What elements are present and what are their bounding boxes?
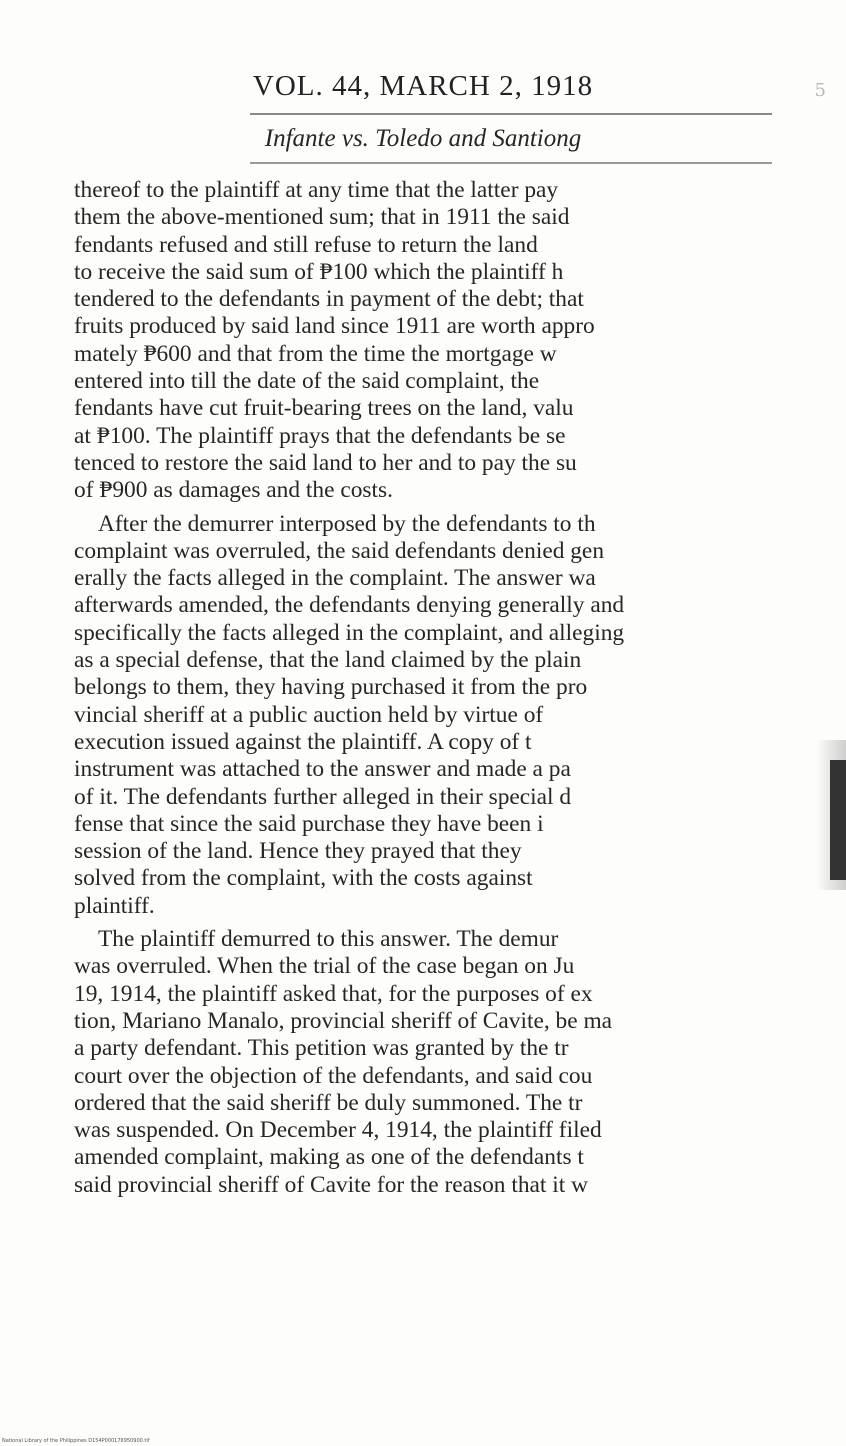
text-line: vincial sheriff at a public auction held by virtue of xyxy=(74,701,544,728)
scan-footer-note: National Library of the Philippines D154P000176950900.tif xyxy=(2,1438,150,1444)
text-line: as a special defense, that the land claimed by the plain xyxy=(74,647,582,674)
text-line: court over the objection of the defendants, and said cou xyxy=(74,1062,593,1089)
header-rule-bottom xyxy=(250,162,772,164)
text-line: After the demurrer interposed by the defendants to th xyxy=(98,510,596,537)
text-line: tion, Mariano Manalo, provincial sheriff of Cavite, be ma xyxy=(74,1007,613,1034)
text-line: specifically the facts alleged in the complaint, and alleging xyxy=(74,619,625,646)
text-line: solved from the complaint, with the costs against xyxy=(74,865,533,892)
text-line: of it. The defendants further alleged in their special d xyxy=(74,783,572,810)
text-line: said provincial sheriff of Cavite for the reason that it w xyxy=(74,1171,589,1198)
text-line: was suspended. On December 4, 1914, the plaintiff filed xyxy=(74,1117,602,1144)
text-line: tenced to restore the said land to her and to pay the su xyxy=(74,449,577,476)
text-line: The plaintiff demurred to this answer. The demur xyxy=(98,926,559,953)
page-number: 5 xyxy=(814,80,826,101)
volume-header: VOL. 44, MARCH 2, 1918 xyxy=(252,70,594,102)
text-line: amended complaint, making as one of the defendants t xyxy=(74,1144,584,1171)
text-line: plaintiff. xyxy=(74,892,155,919)
text-line: mately ₱600 and that from the time the mortgage w xyxy=(74,340,557,367)
paragraph-3 xyxy=(74,926,834,1199)
paragraph-2 xyxy=(74,511,834,920)
text-line: thereof to the plaintiff at any time that the latter pay xyxy=(74,177,559,203)
paragraph-1 xyxy=(74,177,834,505)
text-line: them the above-mentioned sum; that in 1911 the said xyxy=(74,204,570,231)
text-line: fendants have cut fruit-bearing trees on the land, valu xyxy=(74,395,574,422)
text-line: at ₱100. The plaintiff prays that the defendants be se xyxy=(74,422,566,449)
text-line: instrument was attached to the answer and made a pa xyxy=(74,756,571,783)
text-line: erally the facts alleged in the complaint. The answer wa xyxy=(74,565,596,592)
text-line: was overruled. When the trial of the case began on Ju xyxy=(74,953,575,980)
text-line: to receive the said sum of ₱100 which the plaintiff h xyxy=(74,258,564,285)
text-line: entered into till the date of the said complaint, the xyxy=(74,368,540,395)
text-line: a party defendant. This petition was granted by the tr xyxy=(74,1035,569,1062)
text-line: of ₱900 as damages and the costs. xyxy=(74,477,393,504)
text-line: complaint was overruled, the said defendants denied gen xyxy=(74,537,605,564)
text-line: belongs to them, they having purchased it from the pro xyxy=(74,674,588,701)
text-line: session of the land. Hence they prayed that they xyxy=(74,838,522,865)
text-line: fense that since the said purchase they have been i xyxy=(74,810,544,837)
text-line: tendered to the defendants in payment of the debt; that xyxy=(74,286,584,313)
text-line: 19, 1914, the plaintiff asked that, for the purposes of ex xyxy=(74,980,593,1007)
text-line: execution issued against the plaintiff. A copy of t xyxy=(74,728,532,755)
scan-edge-mark xyxy=(830,760,846,880)
running-head: Infante vs. Toledo and Santiong xyxy=(264,125,582,152)
text-line: fruits produced by said land since 1911 are worth appro xyxy=(74,313,595,340)
text-line: fendants refused and still refuse to return the land xyxy=(74,231,538,258)
text-line: ordered that the said sheriff be duly summoned. The tr xyxy=(74,1089,583,1116)
header-rule-top xyxy=(250,113,772,115)
text-line: afterwards amended, the defendants denying generally and xyxy=(74,592,625,619)
body-text xyxy=(74,177,834,1199)
